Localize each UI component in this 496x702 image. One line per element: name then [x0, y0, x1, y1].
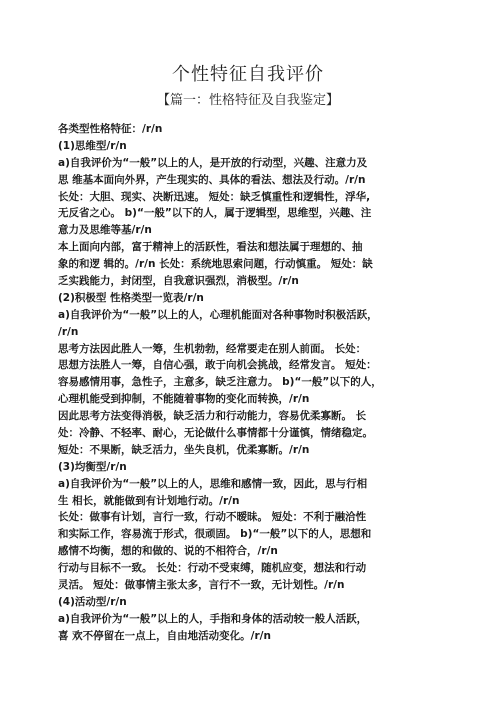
body-text-line: (1)思维型/r/n — [58, 139, 127, 152]
body-text-line: 容易感情用事，急性子，主意多，缺乏注意力。 b)“一般”以下的人， — [58, 376, 382, 389]
body-text-line: a)自我评价为“一般”以上的人，手指和身体的活动较一般人活跃， — [58, 612, 368, 625]
body-text-line: 长处：大胆、现实、决断迅速。 短处：缺乏慎重性和逻辑性，浮华, — [58, 190, 371, 203]
body-text-line: 感情不均衡，想的和做的、说的不相符合，/r/n — [58, 545, 278, 558]
body-text-line: 心理机能受到抑制，不能随着事物的变化而转换，/r/n — [58, 393, 310, 406]
body-text-line: 意力及思维等基/r/n — [58, 224, 152, 237]
body-text-line: 生 相长，就能做到有计划地行动。/r/n — [58, 494, 240, 507]
body-text-line: a)自我评价为“一般”以上的人，心理机能面对各种事物时积极活跃， — [58, 308, 378, 321]
document-subtitle: 【篇一：性格特征及自我鉴定】 — [156, 93, 339, 108]
body-text-line: (2)积极型 性格类型一览表/r/n — [58, 291, 204, 304]
body-text-line: 思考方法因此胜人一筹，生机勃勃，经常要走在别人前面。 长处： — [58, 342, 367, 355]
body-text-line: 本上面向内部，富于精神上的活跃性，看法和想法属于理想的、抽 — [58, 241, 363, 254]
body-text-line: 思想方法胜人一筹，自信心强，敢于向机会挑战，经常发言。 短处： — [58, 359, 377, 372]
document-body — [58, 121, 448, 645]
body-text-line: a)自我评价为“一般”以上的人，思维和感情一致，因此，思与行相 — [58, 477, 368, 490]
body-text-line: 象的和逻 辑的。/r/n 长处：系统地思索问题，行动慎重。 短处：缺 — [58, 258, 373, 271]
body-text-line: 无反省之心。 b)“一般”以下的人，属于逻辑型，思维型，兴趣、注 — [58, 207, 372, 220]
body-text-line: (4)活动型/r/n — [58, 595, 127, 608]
body-text-line: 处：冷静、不轻率、耐心，无论做什么事情都十分谨慎，情绪稳定。 — [58, 427, 373, 440]
body-text-line: 和实际工作，容易流于形式，很顽固。 b)“一般”以下的人，思想和 — [58, 528, 372, 541]
document-title: 个性特征自我评价 — [172, 64, 324, 85]
body-text-line: 短处：不果断，缺乏活力，坐失良机，优柔寡断。/r/n — [58, 443, 310, 456]
body-text-line: 各类型性格特征：/r/n — [58, 123, 163, 135]
body-text-line: /r/n — [58, 325, 79, 338]
body-text-line: 喜 欢不停留在一点上，自由地活动变化。/r/n — [58, 629, 271, 642]
body-text-line: 长处：做事有计划，言行一致，行动不暧昧。 短处：不利于融洽性 — [58, 511, 367, 524]
body-text-line: 因此思考方法变得消极，缺乏活力和行动能力，容易优柔寡断。 长 — [58, 410, 367, 423]
body-text-line: a)自我评价为“一般”以上的人，是开放的行动型，兴趣、注意力及 — [58, 156, 368, 169]
body-text-line: 思 维基本面向外界，产生现实的、具体的看法、想法及行动。/r/n — [58, 173, 366, 186]
body-text-line: 乏实践能力，封闭型，自我意识强烈，消极型。/r/n — [58, 275, 299, 288]
body-text-line: 灵活。 短处：做事情主张太多，言行不一致，无计划性。/r/n — [58, 579, 345, 592]
body-text-line: (3)均衡型/r/n — [58, 460, 127, 473]
body-text-line: 行动与目标不一致。 长处：行动不受束缚，随机应变，想法和行动 — [58, 562, 367, 575]
